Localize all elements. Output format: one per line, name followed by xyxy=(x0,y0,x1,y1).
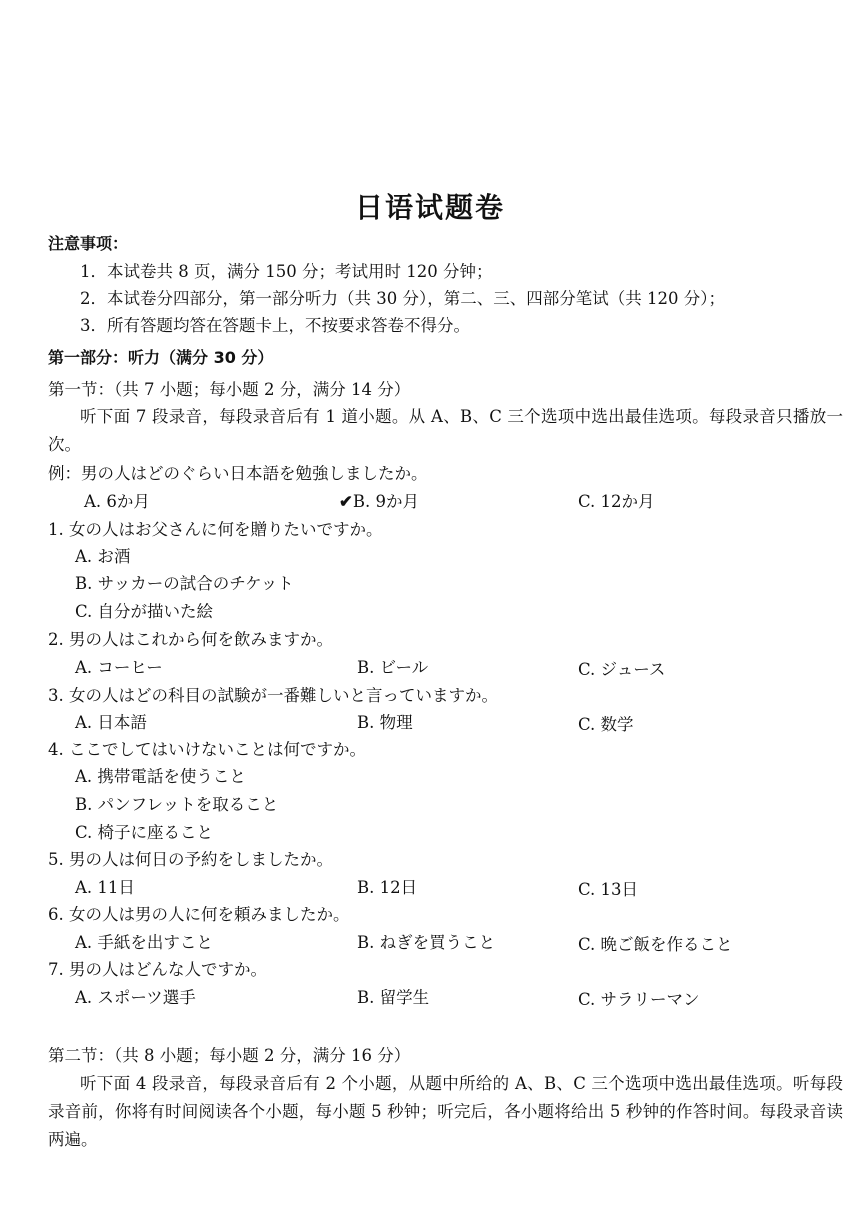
example-option-b: B. 9か月 xyxy=(352,492,419,511)
q6-option-b: B. ねぎを買うこと xyxy=(357,933,496,952)
section2-heading: 第二节：（共 8 小题；每小题 2 分，满分 16 分） xyxy=(48,1046,411,1065)
q3-option-b: B. 物理 xyxy=(357,713,413,732)
example-option-c: C. 12か月 xyxy=(578,492,655,511)
note-item-3: 3．所有答题均答在答题卡上，不按要求答卷不得分。 xyxy=(80,316,470,335)
q5-option-b: B. 12日 xyxy=(357,878,418,897)
page-title: 日语试题卷 xyxy=(354,191,505,224)
question-5: 5. 男の人は何日の予約をしましたか。 xyxy=(48,850,333,869)
check-mark-icon: ✔ xyxy=(339,492,353,511)
q2-option-c: C. ジュース xyxy=(578,660,666,679)
example-option-b-wrap xyxy=(339,492,419,512)
section1-heading: 第一节：（共 7 小题；每小题 2 分，满分 14 分） xyxy=(48,380,411,399)
notes-heading: 注意事项： xyxy=(48,234,129,253)
q5-option-c: C. 13日 xyxy=(578,880,639,899)
question-2: 2. 男の人はこれから何を飲みますか。 xyxy=(48,630,333,649)
question-3: 3. 女の人はどの科目の試験が一番難しいと言っていますか。 xyxy=(48,686,498,705)
q1-option-b: B. サッカーの試合のチケット xyxy=(75,574,294,593)
q7-option-a: A. スポーツ選手 xyxy=(75,988,196,1007)
q2-option-b: B. ビール xyxy=(357,658,429,677)
q7-option-b: B. 留学生 xyxy=(357,988,430,1007)
q4-option-c: C. 椅子に座ること xyxy=(75,823,214,842)
q6-option-a: A. 手紙を出すこと xyxy=(75,933,213,952)
q6-option-c: C. 晩ご飯を作ること xyxy=(578,935,733,954)
example-question: 例：男の人はどのぐらい日本語を勉強しましたか。 xyxy=(48,464,428,483)
q2-option-a: A. コーヒー xyxy=(75,658,163,677)
question-6: 6. 女の人は男の人に何を頼みましたか。 xyxy=(48,905,350,924)
q5-option-a: A. 11日 xyxy=(75,878,135,897)
section2-instructions: 听下面 4 段录音，每段录音后有 2 个小题，从题中所给的 A、B、C 三个选项中选出最佳选项。听每段录音前，你将有时间阅读各个小题，每小题 5 秒钟；听完后，各小题将给出 5 秒钟的作答时间。每段录音读两遍。 xyxy=(48,1074,843,1149)
question-7: 7. 男の人はどんな人ですか。 xyxy=(48,960,267,979)
example-option-a: A. 6か月 xyxy=(84,492,150,511)
note-item-2: 2．本试卷分四部分，第一部分听力（共 30 分），第二、三、四部分笔试（共 120 分）； xyxy=(80,289,725,308)
q1-option-c: C. 自分が描いた絵 xyxy=(75,602,214,621)
question-1: 1. 女の人はお父さんに何を贈りたいですか。 xyxy=(48,520,383,539)
q7-option-c: C. サラリーマン xyxy=(578,990,700,1009)
part1-heading: 第一部分：听力（满分 30 分） xyxy=(48,348,274,367)
q1-option-a: A. お酒 xyxy=(75,547,131,566)
section1-instructions: 听下面 7 段录音，每段录音后有 1 道小题。从 A、B、C 三个选项中选出最佳选项。每段录音只播放一次。 xyxy=(48,407,843,454)
q4-option-b: B. パンフレットを取ること xyxy=(75,795,279,814)
q3-option-a: A. 日本語 xyxy=(75,713,147,732)
question-4: 4. ここでしてはいけないことは何ですか。 xyxy=(48,740,366,759)
q3-option-c: C. 数学 xyxy=(578,715,634,734)
q4-option-a: A. 携帯電話を使うこと xyxy=(75,767,246,786)
note-item-1: 1．本试卷共 8 页，满分 150 分；考试用时 120 分钟； xyxy=(80,262,493,281)
